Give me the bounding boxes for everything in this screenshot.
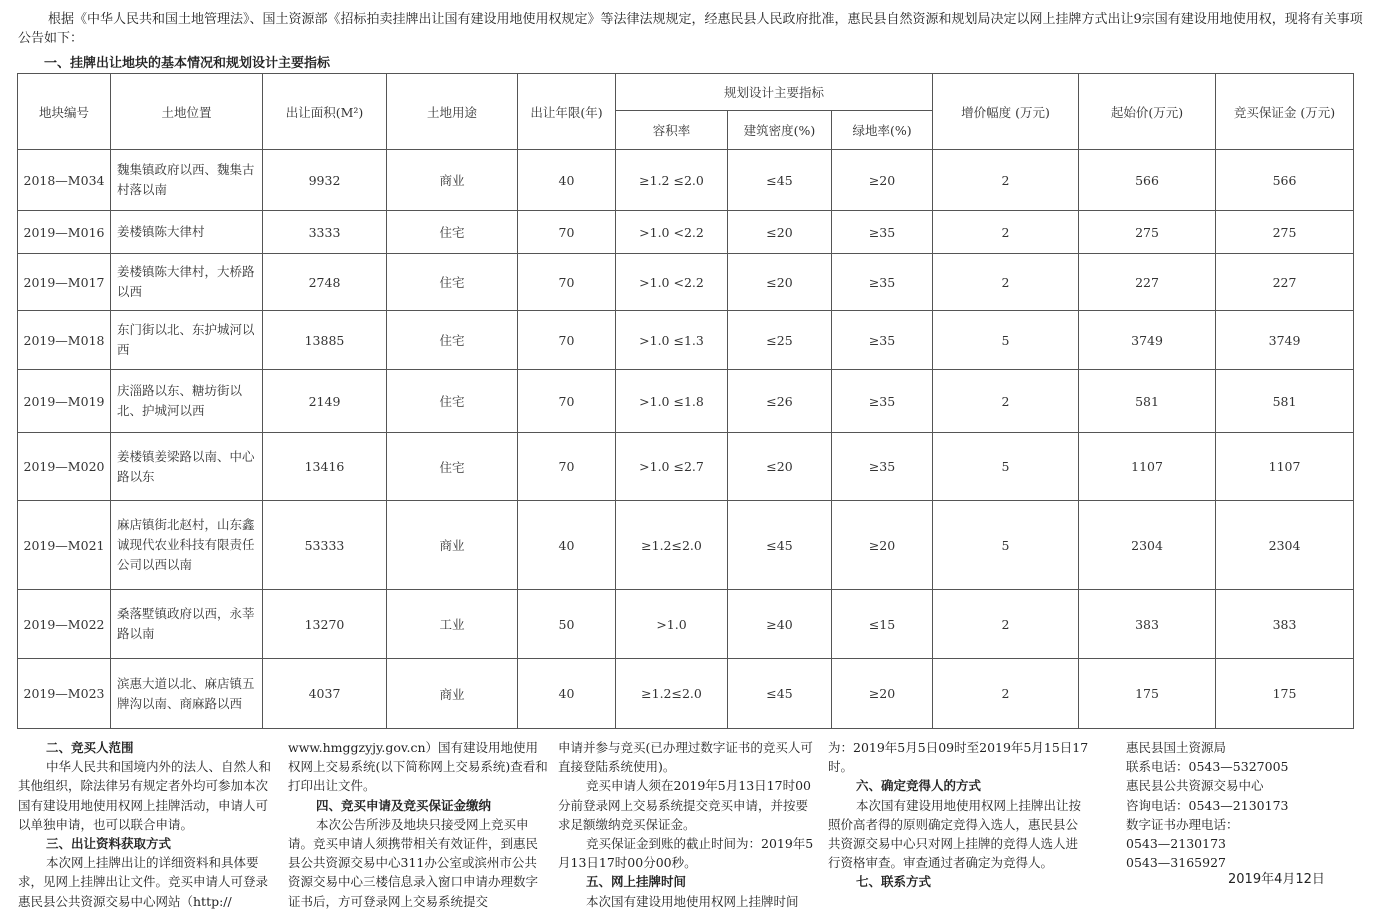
cell-parcel-no: 2019—M021 [18,501,111,590]
contact-line: 联系电话：0543—5327005 [1126,759,1289,775]
cell-density: ≤26 [728,370,832,433]
cell-far: ≥1.2 ≤2.0 [616,150,728,211]
cell-deposit: 3749 [1216,311,1354,370]
cell-start-price: 1107 [1079,433,1216,501]
cell-far: >1.0 <2.2 [616,211,728,254]
cell-term: 40 [518,150,616,211]
cell-use: 商业 [387,659,518,729]
cell-use: 住宅 [387,254,518,311]
cell-parcel-no: 2019—M020 [18,433,111,501]
header-green: 绿地率(%) [832,111,933,150]
cell-term: 70 [518,211,616,254]
section-4-body-b: 申请并参与竞买(已办理过数字证书的竞买人可直接登陆系统使用)。 [558,740,813,775]
cell-location: 桑落墅镇政府以西，永莘路以南 [111,590,263,659]
header-deposit: 竞买保证金 (万元) [1216,74,1354,150]
cell-start-price: 227 [1079,254,1216,311]
cell-start-price: 175 [1079,659,1216,729]
table-row [18,150,1354,211]
cell-density: ≤45 [728,501,832,590]
cell-deposit: 383 [1216,590,1354,659]
contact-line: 咨询电话：0543—2130173 [1126,797,1289,813]
cell-deposit: 175 [1216,659,1354,729]
cell-density: ≤45 [728,150,832,211]
cell-increment: 2 [933,211,1079,254]
cell-use: 住宅 [387,370,518,433]
cell-term: 70 [518,254,616,311]
cell-green: ≥20 [832,659,933,729]
section-7-title: 七、联系方式 [856,874,932,890]
cell-density: ≤20 [728,433,832,501]
intro-text: 根据《中华人民共和国土地管理法》、国土资源部《招标拍卖挂牌出让国有建设用地使用权规定》等法律法规规定，经惠民县人民政府批准，惠民县自然资源和规划局决定以网上挂牌方式出让9宗国有建设用地使用权，现将有关事项公告如下： [18,12,1363,46]
section-2-body: 中华人民共和国境内外的法人、自然人和其他组织，除法律另有规定者外均可参加本次国有建设用地使用权网上挂牌活动，申请人可以单独申请，也可以联合申请。 [18,759,272,832]
cell-increment: 5 [933,433,1079,501]
section-5-body-a: 本次国有建设用地使用权网上挂牌时间 [586,893,799,909]
parcel-table [17,73,1354,729]
column-5-contact [1126,738,1356,872]
cell-start-price: 3749 [1079,311,1216,370]
cell-increment: 2 [933,590,1079,659]
table-row [18,659,1354,729]
parcel-table-body [18,150,1354,729]
header-term: 出让年限(年) [518,74,616,150]
section-5-body-b: 为：2019年5月5日09时至2019年5月15日17时。 [828,740,1089,775]
cell-far: >1.0 ≤2.7 [616,433,728,501]
section-6-title: 六、确定竞得人的方式 [856,778,982,794]
table-row [18,211,1354,254]
cell-increment: 2 [933,370,1079,433]
cell-term: 70 [518,370,616,433]
cell-start-price: 383 [1079,590,1216,659]
contact-line: 数字证书办理电话： [1126,816,1239,832]
cell-location: 姜楼镇陈大律村 [111,211,263,254]
column-4 [828,738,1090,892]
header-far: 容积率 [616,111,728,150]
header-planning: 规划设计主要指标 [616,74,933,111]
cell-location: 魏集镇政府以西、魏集古村落以南 [111,150,263,211]
section-4-p3: 竞买保证金到账的截止时间为：2019年5月13日17时00分00秒。 [558,836,814,871]
header-location: 土地位置 [111,74,263,150]
table-row [18,501,1354,590]
cell-increment: 2 [933,254,1079,311]
contact-line: 惠民县公共资源交易中心 [1126,778,1264,794]
cell-area: 13885 [263,311,387,370]
cell-location: 东门街以北、东护城河以西 [111,311,263,370]
table-row [18,590,1354,659]
section-3-body-b: www.hmggzyjy.gov.cn）国有建设用地使用权网上交易系统(以下简称网上交易系统)查看和打印出让文件。 [288,740,548,794]
contact-line: 惠民县国土资源局 [1126,740,1227,755]
section-4-p2: 竞买申请人须在2019年5月13日17时00分前登录网上交易系统提交竞买申请，并按要求足额缴纳竞买保证金。 [558,778,811,832]
cell-deposit: 227 [1216,254,1354,311]
section-4-title: 四、竞买申请及竞买保证金缴纳 [316,797,492,813]
cell-area: 9932 [263,150,387,211]
cell-density: ≤20 [728,211,832,254]
cell-increment: 2 [933,150,1079,211]
cell-start-price: 275 [1079,211,1216,254]
column-1 [18,738,276,911]
cell-increment: 2 [933,659,1079,729]
cell-location: 庆淄路以东、糖坊街以北、护城河以西 [111,370,263,433]
cell-green: ≥35 [832,311,933,370]
cell-start-price: 581 [1079,370,1216,433]
cell-density: ≤20 [728,254,832,311]
cell-green: ≤15 [832,590,933,659]
cell-far: ≥1.2≤2.0 [616,501,728,590]
cell-use: 住宅 [387,433,518,501]
cell-parcel-no: 2019—M016 [18,211,111,254]
cell-use: 住宅 [387,211,518,254]
cell-green: ≥35 [832,433,933,501]
cell-density: ≥40 [728,590,832,659]
header-start-price: 起始价(万元) [1079,74,1216,150]
cell-area: 13416 [263,433,387,501]
cell-parcel-no: 2019—M018 [18,311,111,370]
cell-far: ≥1.2≤2.0 [616,659,728,729]
cell-deposit: 275 [1216,211,1354,254]
header-parcel-no: 地块编号 [18,74,111,150]
cell-start-price: 566 [1079,150,1216,211]
cell-increment: 5 [933,501,1079,590]
cell-green: ≥35 [832,370,933,433]
column-3 [558,738,818,911]
cell-far: >1.0 <2.2 [616,254,728,311]
section-6-body: 本次国有建设用地使用权网上挂牌出让按照价高者得的原则确定竞得入选人，惠民县公共资源交易中心只对网上挂牌的竞得人选人进行资格审查。审查通过者确定为竞得人。 [828,797,1082,871]
cell-parcel-no: 2019—M022 [18,590,111,659]
cell-use: 住宅 [387,311,518,370]
cell-deposit: 581 [1216,370,1354,433]
cell-green: ≥35 [832,211,933,254]
cell-parcel-no: 2019—M023 [18,659,111,729]
cell-use: 商业 [387,150,518,211]
contact-line: 0543—2130173 [1126,836,1226,852]
cell-far: >1.0 ≤1.3 [616,311,728,370]
cell-parcel-no: 2019—M019 [18,370,111,433]
cell-term: 70 [518,311,616,370]
intro-paragraph [18,10,1363,48]
header-density: 建筑密度(%) [728,111,832,150]
cell-far: >1.0 ≤1.8 [616,370,728,433]
table-row [18,311,1354,370]
cell-area: 2149 [263,370,387,433]
section-1-title: 一、挂牌出让地块的基本情况和规划设计主要指标 [44,56,331,71]
cell-green: ≥20 [832,150,933,211]
cell-green: ≥20 [832,501,933,590]
cell-area: 2748 [263,254,387,311]
cell-parcel-no: 2019—M017 [18,254,111,311]
cell-increment: 5 [933,311,1079,370]
table-row [18,433,1354,501]
cell-use: 工业 [387,590,518,659]
cell-green: ≥35 [832,254,933,311]
cell-parcel-no: 2018—M034 [18,150,111,211]
section-2-title: 二、竞买人范围 [46,740,134,755]
cell-term: 40 [518,659,616,729]
cell-term: 50 [518,590,616,659]
cell-use: 商业 [387,501,518,590]
cell-location: 姜楼镇陈大律村，大桥路以西 [111,254,263,311]
cell-deposit: 2304 [1216,501,1354,590]
cell-start-price: 2304 [1079,501,1216,590]
cell-far: >1.0 [616,590,728,659]
cell-location: 麻店镇街北赵村，山东鑫诚现代农业科技有限责任公司以西以南 [111,501,263,590]
notice-date: 2019年4月12日 [1228,872,1325,887]
cell-area: 53333 [263,501,387,590]
contact-line: 0543—3165927 [1126,855,1226,871]
cell-area: 3333 [263,211,387,254]
header-increment: 增价幅度 (万元) [933,74,1079,150]
header-use: 土地用途 [387,74,518,150]
cell-density: ≤25 [728,311,832,370]
table-row [18,254,1354,311]
column-2 [288,738,548,911]
section-3-title: 三、出让资料获取方式 [46,836,172,852]
cell-density: ≤45 [728,659,832,729]
cell-location: 姜楼镇姜梁路以南、中心路以东 [111,433,263,501]
cell-term: 70 [518,433,616,501]
header-area: 出让面积(M²) [263,74,387,150]
cell-area: 4037 [263,659,387,729]
section-4-body-a: 本次公告所涉及地块只接受网上竞买申请。竞买申请人须携带相关有效证件，到惠民县公共资源交易中心311办公室或滨州市公共资源交易中心三楼信息录入窗口申请办理数字证书后，方可登录网上交易系统提交 [288,816,539,909]
cell-location: 滨惠大道以北、麻店镇五牌沟以南、商麻路以西 [111,659,263,729]
section-3-body-a: 本次网上挂牌出让的详细资料和具体要求，见网上挂牌出让文件。竞买申请人可登录惠民县公共资源交易中心网站（http:// [18,855,269,909]
cell-area: 13270 [263,590,387,659]
section-5-title: 五、网上挂牌时间 [586,874,687,890]
table-row [18,370,1354,433]
cell-deposit: 1107 [1216,433,1354,501]
cell-deposit: 566 [1216,150,1354,211]
cell-term: 40 [518,501,616,590]
